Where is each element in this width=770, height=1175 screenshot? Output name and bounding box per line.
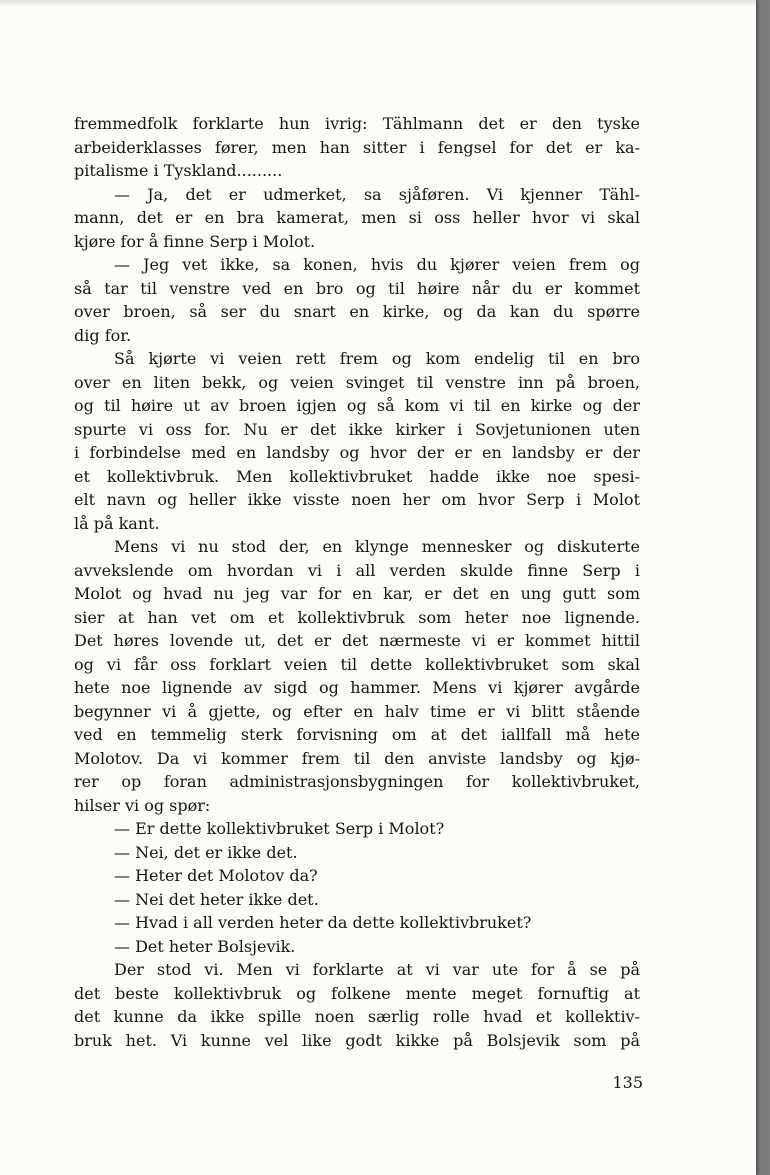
text-line: og vi får oss forklart veien til dette kollektivbruket som skal xyxy=(74,654,640,674)
text-line: spurte vi oss for. Nu er det ikke kirker i Sovjetunionen uten xyxy=(74,419,640,439)
text-line: Molot og hvad nu jeg var for en kar, er det en ung gutt som xyxy=(74,584,640,603)
text-line: — Ja, det er udmerket, sa sjåføren. Vi kjenner Tähl- xyxy=(114,184,640,204)
text-line: Mens vi nu stod der, en klynge mennesker og diskuterte xyxy=(114,537,640,556)
text-line: ved en temmelig sterk forvisning om at det iallfall må hete xyxy=(74,725,640,744)
text-line: arbeiderklasses fører, men han sitter i fengsel for det er ka- xyxy=(74,137,640,157)
text-line: pitalisme i Tyskland......... xyxy=(74,161,283,180)
dialogue-line: — Nei, det er ikke det. xyxy=(114,842,298,862)
text-line: så tar til venstre ved en bro og til høire når du er kommet xyxy=(74,278,640,298)
text-line: sier at han vet om et kollektivbruk som heter noe lignende. xyxy=(74,607,640,627)
text-line: og til høire ut av broen igjen og så kom vi til en kirke og der xyxy=(74,396,640,415)
text-line: et kollektivbruk. Men kollektivbruket hadde ikke noe spesi- xyxy=(74,466,640,486)
text-line: — Jeg vet ikke, sa konen, hvis du kjører veien frem og xyxy=(114,255,640,274)
dialogue-line: — Heter det Molotov da? xyxy=(114,866,318,885)
text-line: Der stod vi. Men vi forklarte at vi var ute for å se på xyxy=(114,960,640,979)
text-line: kjøre for å finne Serp i Molot. xyxy=(74,231,316,251)
dialogue-line: — Nei det heter ikke det. xyxy=(114,889,319,909)
text-line: Molotov. Da vi kommer frem til den anviste landsby og kjø- xyxy=(74,748,640,768)
page-number: 135 xyxy=(612,1073,643,1092)
dialogue-line: — Det heter Bolsjevik. xyxy=(114,936,296,956)
text-line: hilser vi og spør: xyxy=(74,795,211,815)
text-line: avvekslende om hvordan vi i all verden skulde finne Serp i xyxy=(74,560,640,580)
text-line: elt navn og heller ikke visste noen her om hvor Serp i Molot xyxy=(74,490,640,509)
text-line: fremmedfolk forklarte hun ivrig: Tählmann det er den tyske xyxy=(74,114,640,133)
text-line: rer op foran administrasjonsbygningen for kollektivbruket, xyxy=(74,772,640,791)
text-line: hete noe lignende av sigd og hammer. Mens vi kjører avgårde xyxy=(74,678,640,697)
text-line: det beste kollektivbruk og folkene mente meget fornuftig at xyxy=(74,983,640,1003)
text-line: det kunne da ikke spille noen særlig rolle hvad et kollektiv- xyxy=(74,1007,640,1026)
text-line: over en liten bekk, og veien svinget til venstre inn på broen, xyxy=(74,372,640,392)
text-line: dig for. xyxy=(74,325,132,345)
dialogue-line: — Er dette kollektivbruket Serp i Molot? xyxy=(114,819,445,838)
dialogue-line: — Hvad i all verden heter da dette kollektivbruket? xyxy=(114,913,532,932)
body-text xyxy=(74,112,640,1052)
text-line: mann, det er en bra kamerat, men si oss heller hvor vi skal xyxy=(74,208,640,227)
text-line: lå på kant. xyxy=(74,513,160,533)
text-line: Så kjørte vi veien rett frem og kom endelig til en bro xyxy=(114,349,640,368)
text-line: over broen, så ser du snart en kirke, og da kan du spørre xyxy=(74,302,640,321)
text-line: begynner vi å gjette, og efter en halv time er vi blitt stående xyxy=(74,701,640,721)
text-line: bruk het. Vi kunne vel like godt kikke på Bolsjevik som på xyxy=(74,1030,640,1050)
text-line: i forbindelse med en landsby og hvor der er en landsby er der xyxy=(74,443,640,462)
text-line: Det høres lovende ut, det er det nærmeste vi er kommet hittil xyxy=(74,631,640,650)
